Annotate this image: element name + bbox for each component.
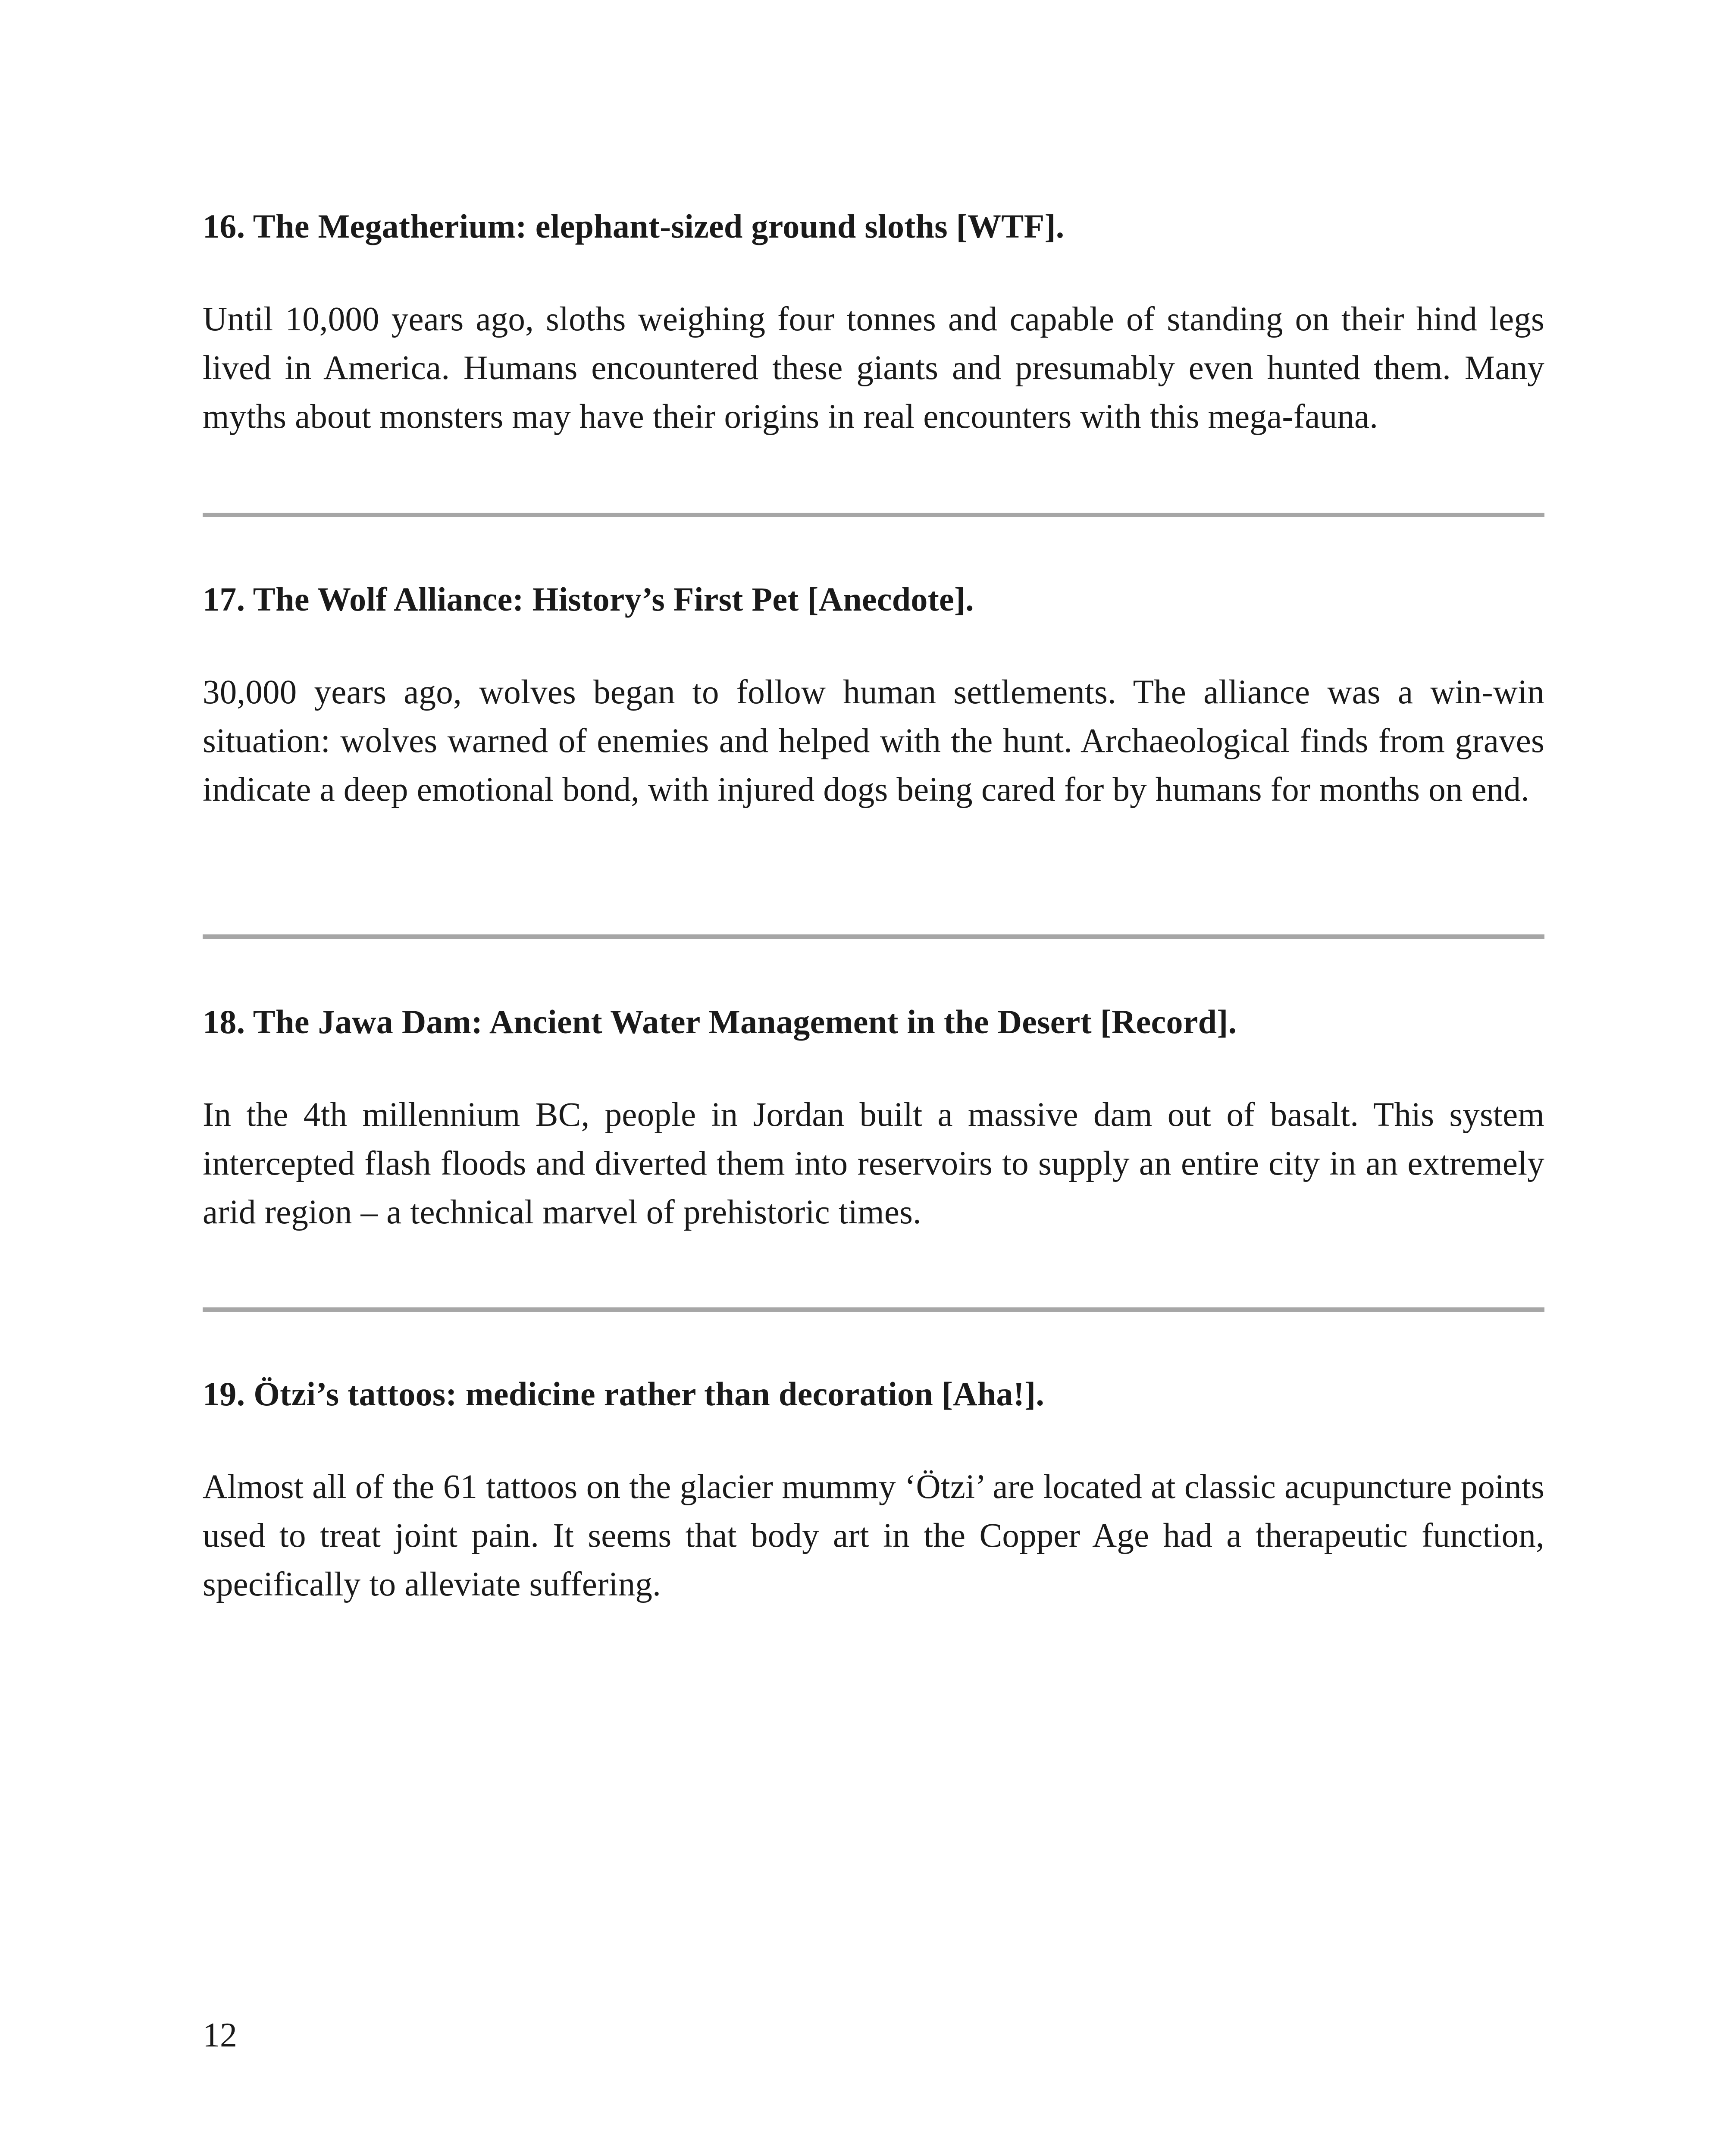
section-19 [203, 1370, 1544, 1609]
section-divider [203, 1307, 1544, 1312]
section-heading: 18. The Jawa Dam: Ancient Water Management in the Desert [Record]. [203, 1003, 1237, 1040]
section-body: Almost all of the 61 tattoos on the glacier mummy ‘Ötzi’ are located at classic acupuncture points used to treat joint pain. It seems that body art in the Copper Age had a therapeutic function, specifically to alleviate suffering. [203, 1468, 1544, 1603]
section-heading: 19. Ötzi’s tattoos: medicine rather than decoration [Aha!]. [203, 1375, 1045, 1413]
section-body: 30,000 years ago, wolves began to follow human settlements. The alliance was a win-win situation: wolves warned of enemies and helped with the hunt. Archaeological finds from graves indicate a deep emotional bond, with injured dogs being cared for by humans for months on end. [203, 674, 1544, 808]
section-heading: 17. The Wolf Alliance: History’s First Pet [Anecdote]. [203, 580, 974, 618]
section-17 [203, 576, 1544, 814]
section-heading: 16. The Megatherium: elephant-sized ground sloths [WTF]. [203, 207, 1065, 245]
page-number: 12 [203, 2016, 237, 2054]
section-body: Until 10,000 years ago, sloths weighing four tonnes and capable of standing on their hind legs lived in America. Humans encountered these giants and presumably even hunted them. Many myths about monsters may have their origins in real encounters with this mega-fauna. [203, 301, 1544, 436]
section-divider [203, 513, 1544, 517]
section-16 [203, 203, 1544, 441]
section-divider [203, 934, 1544, 939]
section-body: In the 4th millennium BC, people in Jordan built a massive dam out of basalt. This system intercepted flash floods and diverted them into reservoirs to supply an entire city in an extremely arid region – a technical marvel of prehistoric times. [203, 1096, 1544, 1231]
section-18 [203, 998, 1544, 1237]
